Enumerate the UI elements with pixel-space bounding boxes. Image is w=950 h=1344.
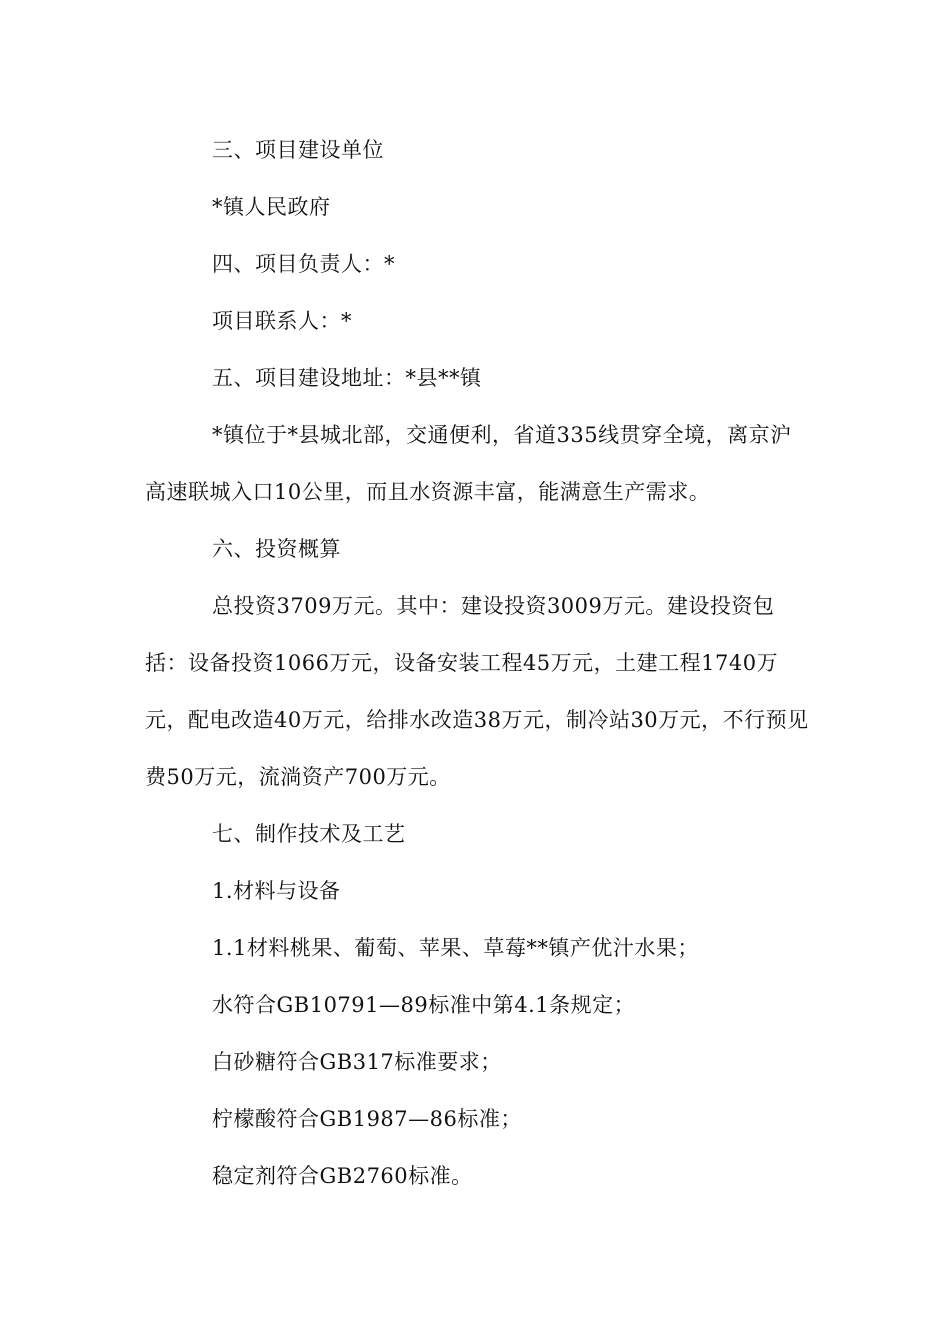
paragraph-unit-name: *镇人民政府 — [212, 195, 331, 219]
section-heading-project-address: 五、项目建设地址：*县**镇 — [212, 366, 482, 390]
subheading-materials-equipment: 1.材料与设备 — [212, 879, 341, 903]
paragraph-investment-details: 总投资3709万元。其中：建设投资3009万元。建设投资包括：设备投资1066万元，设备安装工程45万元，土建工程1740万元，配电改造40万元，给排水改造38万元，制冷站30万元，不行预见费50万元，流淌资产700万元。 — [145, 594, 809, 789]
paragraph-materials-fruit: 1.1材料桃果、葡萄、苹果、草莓**镇产优汁水果； — [212, 936, 699, 960]
paragraph-sugar-standard: 白砂糖符合GB317标准要求； — [212, 1050, 502, 1074]
section-heading-production-technology: 七、制作技术及工艺 — [212, 822, 406, 846]
paragraph-citric-acid-standard: 柠檬酸符合GB1987—86标准； — [212, 1107, 522, 1131]
section-heading-construction-unit: 三、项目建设单位 — [212, 138, 384, 162]
paragraph-location-description: *镇位于*县城北部，交通便利，省道335线贯穿全境，离京沪高速联城入口10公里，而且水资源丰富，能满意生产需求。 — [145, 423, 792, 504]
section-heading-investment-estimate: 六、投资概算 — [212, 537, 341, 561]
paragraph-stabilizer-standard: 稳定剂符合GB2760标准。 — [212, 1164, 473, 1188]
section-heading-project-leader: 四、项目负责人：* — [212, 252, 395, 276]
paragraph-water-standard: 水符合GB10791—89标准中第4.1条规定； — [212, 993, 636, 1017]
paragraph-project-contact: 项目联系人：* — [212, 309, 352, 333]
